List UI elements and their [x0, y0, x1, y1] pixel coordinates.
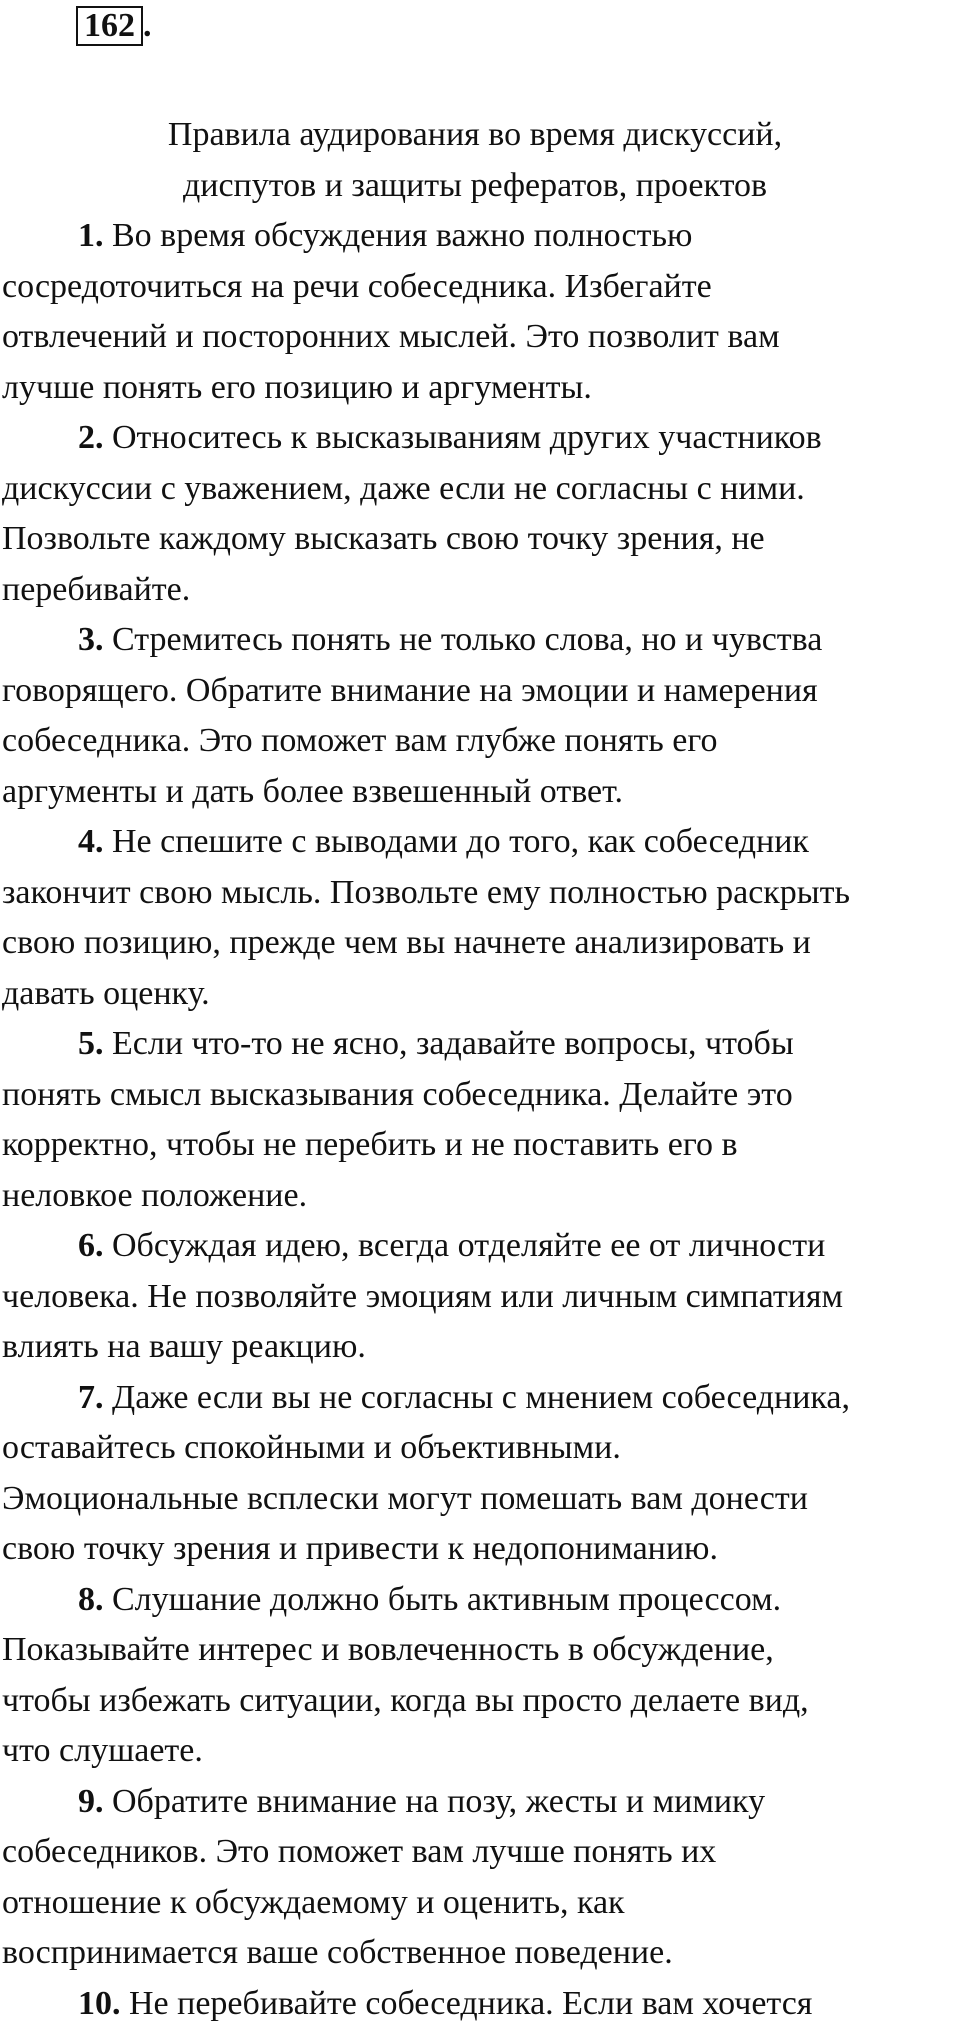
rule-text-line: что слушаете. [2, 1732, 203, 1769]
rule-text-line: Стремитесь понять не только слова, но и чувства [112, 621, 822, 658]
rule-text-line: влиять на вашу реакцию. [2, 1328, 366, 1365]
rule-text-line: Относитесь к высказываниям других участников [112, 419, 822, 456]
rule-item [2, 413, 960, 615]
rule-text-line: Обратите внимание на позу, жесты и мимику [112, 1783, 765, 1820]
rule-text-line: аргументы и дать более взвешенный ответ. [2, 773, 623, 810]
rule-item [2, 615, 960, 817]
rule-text-line: воспринимается ваше собственное поведение. [2, 1934, 673, 1971]
exercise-number [76, 6, 152, 46]
rule-item [2, 211, 960, 413]
title-line-2: диспутов и защиты рефератов, проектов [0, 161, 950, 212]
rule-text-line: свою позицию, прежде чем вы начнете анализировать и [2, 924, 811, 961]
rules-list [2, 211, 960, 2029]
rule-text-line: Слушание должно быть активным процессом. [112, 1581, 781, 1618]
rule-text-line: оставайтесь спокойными и объективными. [2, 1429, 621, 1466]
rule-text-line: Не перебивайте собеседника. Если вам хочется [129, 1985, 812, 2022]
rule-number: 10. [78, 1985, 121, 2022]
rule-item [2, 1979, 960, 2029]
rule-text-line: собеседников. Это поможет вам лучше понять их [2, 1833, 716, 1870]
rule-text-line: лучше понять его позицию и аргументы. [2, 369, 592, 406]
rule-item [2, 1575, 960, 1777]
rule-text-line: давать оценку. [2, 975, 210, 1012]
rule-number: 2. [78, 419, 104, 456]
rule-item [2, 1221, 960, 1373]
document-title [0, 110, 950, 211]
rule-number: 1. [78, 217, 104, 254]
title-line-1: Правила аудирования во время дискуссий, [0, 110, 950, 161]
rule-item [2, 1777, 960, 1979]
rule-text-line: дискуссии с уважением, даже если не согласны с ними. [2, 470, 805, 507]
rule-text-line: собеседника. Это поможет вам глубже понять его [2, 722, 718, 759]
rule-text-line: Даже если вы не согласны с мнением собеседника, [112, 1379, 850, 1416]
rule-number: 3. [78, 621, 104, 658]
rule-number: 6. [78, 1227, 104, 1264]
rule-text-line: Показывайте интерес и вовлеченность в обсуждение, [2, 1631, 774, 1668]
rule-number: 5. [78, 1025, 104, 1062]
rule-item [2, 1373, 960, 1575]
rule-number: 8. [78, 1581, 104, 1618]
rule-item [2, 817, 960, 1019]
rule-text-line: говорящего. Обратите внимание на эмоции и намерения [2, 672, 818, 709]
rule-text-line: неловкое положение. [2, 1177, 307, 1214]
rule-text-line: сосредоточиться на речи собеседника. Избегайте [2, 268, 712, 305]
exercise-number-value: 162 [84, 7, 135, 44]
rule-text-line: Во время обсуждения важно полностью [112, 217, 692, 254]
rule-number: 4. [78, 823, 104, 860]
rule-text-line: корректно, чтобы не перебить и не поставить его в [2, 1126, 738, 1163]
rule-text-line: Позвольте каждому высказать свою точку зрения, не [2, 520, 765, 557]
rule-text-line: Если что-то не ясно, задавайте вопросы, чтобы [112, 1025, 794, 1062]
rule-text-line: свою точку зрения и привести к недопониманию. [2, 1530, 718, 1567]
rule-number: 7. [78, 1379, 104, 1416]
exercise-number-box [76, 6, 143, 46]
rule-text-line: отношение к обсуждаемому и оценить, как [2, 1884, 625, 1921]
rule-text-line: Эмоциональные всплески могут помешать вам донести [2, 1480, 808, 1517]
rule-text-line: Обсуждая идею, всегда отделяйте ее от личности [112, 1227, 825, 1264]
exercise-number-suffix: . [143, 7, 152, 44]
rule-text-line: отвлечений и посторонних мыслей. Это позволит вам [2, 318, 780, 355]
rule-text-line: чтобы избежать ситуации, когда вы просто делаете вид, [2, 1682, 809, 1719]
rule-text-line: понять смысл высказывания собеседника. Делайте это [2, 1076, 793, 1113]
rule-item [2, 1019, 960, 1221]
rule-number: 9. [78, 1783, 104, 1820]
rule-text-line: человека. Не позволяйте эмоциям или личным симпатиям [2, 1278, 843, 1315]
rule-text-line: Не спешите с выводами до того, как собеседник [112, 823, 809, 860]
rule-text-line: закончит свою мысль. Позвольте ему полностью раскрыть [2, 874, 850, 911]
rule-text-line: перебивайте. [2, 571, 190, 608]
